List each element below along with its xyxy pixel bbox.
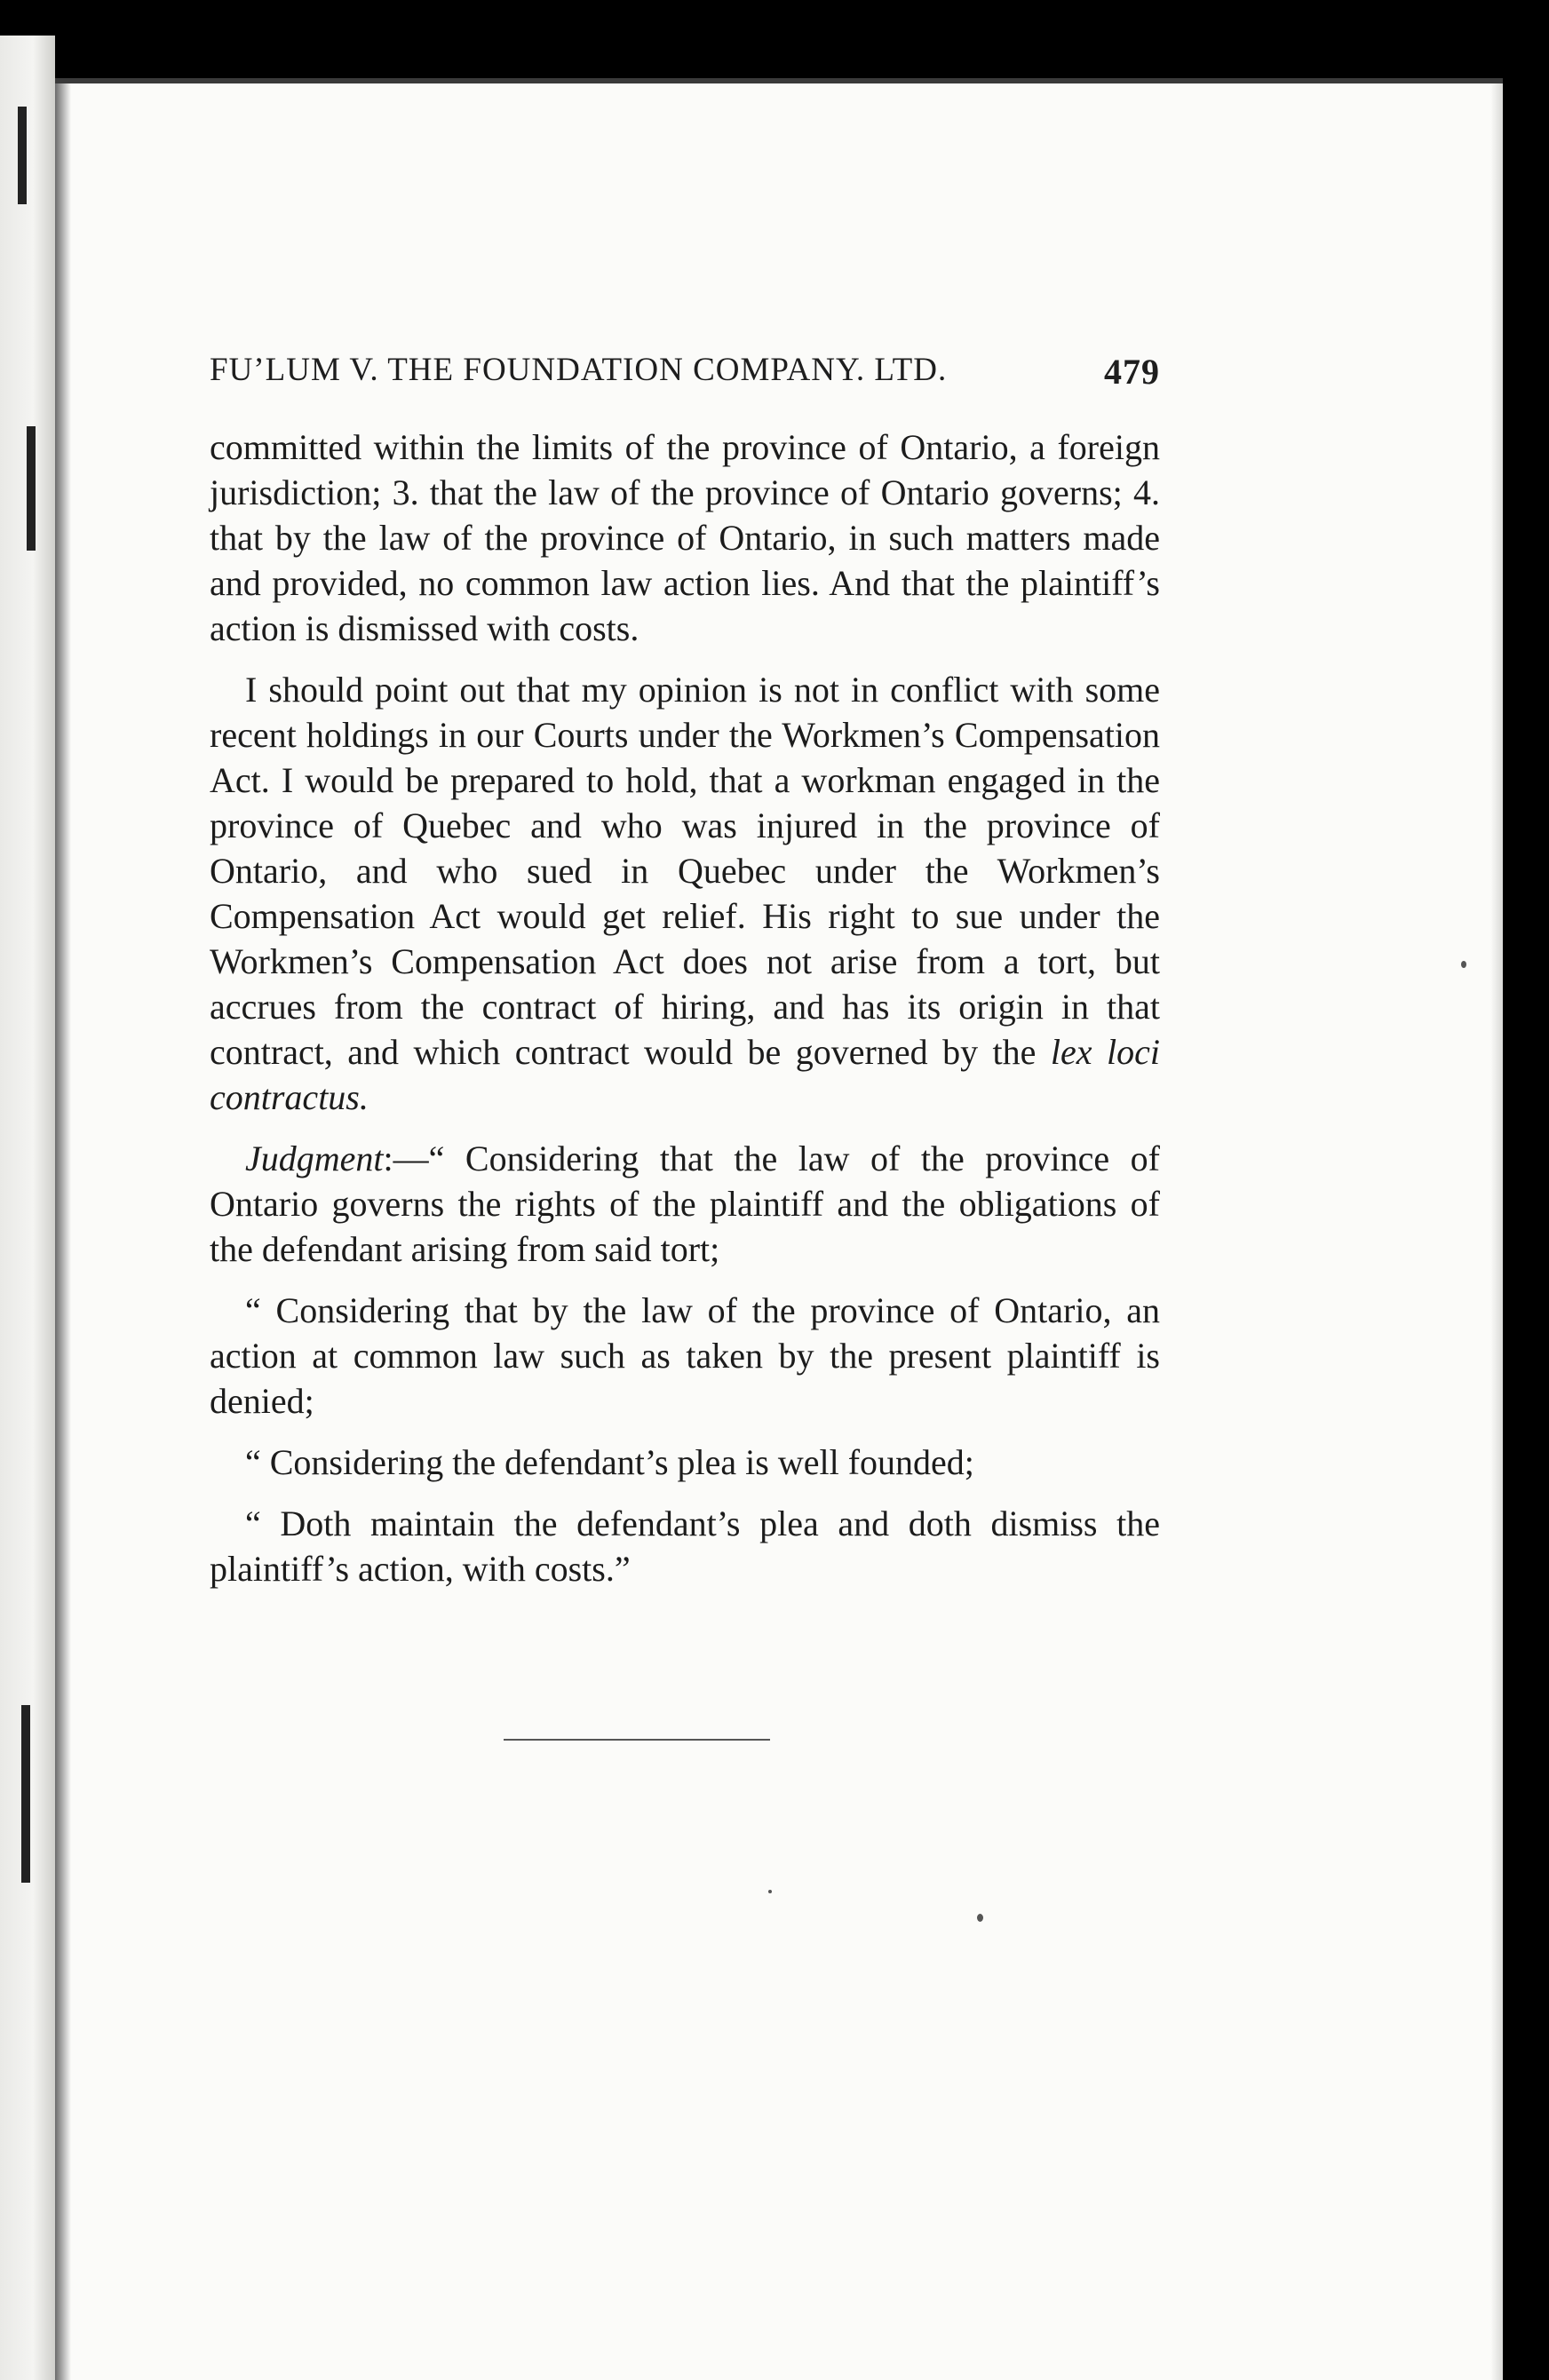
print-speck bbox=[1461, 961, 1466, 968]
paragraph-text: “ Considering that by the law of the province of Ontario, an action at common law such as taken by the present plaintiff is denied; bbox=[210, 1290, 1160, 1421]
page-edge bbox=[1490, 83, 1503, 2380]
body-text bbox=[210, 424, 1160, 1607]
paragraph-1 bbox=[210, 424, 1160, 651]
paragraph-considering-2 bbox=[210, 1288, 1160, 1424]
paragraph-disposition bbox=[210, 1501, 1160, 1591]
print-speck bbox=[768, 1890, 772, 1893]
binding-shadow bbox=[27, 426, 36, 551]
binding-shadow bbox=[18, 107, 27, 204]
paragraph-text: “ Doth maintain the defendant’s plea and doth dismiss the plaintiff’s action, with costs.” bbox=[210, 1503, 1160, 1589]
paragraph-2 bbox=[210, 667, 1160, 1120]
paragraph-judgment bbox=[210, 1136, 1160, 1272]
page-number: 479 bbox=[1104, 352, 1160, 392]
latin-phrase: lex loci contractus. bbox=[210, 1032, 1160, 1117]
paragraph-considering-3 bbox=[210, 1440, 1160, 1485]
binding-shadow bbox=[21, 1705, 30, 1883]
print-speck bbox=[977, 1914, 983, 1922]
judgment-label: Judgment bbox=[245, 1138, 384, 1178]
paragraph-text: “ Considering the defendant’s plea is well founded; bbox=[245, 1442, 974, 1482]
page-gutter-shadow bbox=[55, 83, 71, 2380]
running-header bbox=[210, 351, 1160, 393]
running-title: FU’LUM V. THE FOUNDATION COMPANY. LTD. bbox=[210, 352, 948, 388]
paragraph-text: committed within the limits of the province of Ontario, a foreign jurisdiction; 3. that the law of the province of Ontario governs; 4. that by the law of the province of Ontario, in such matters made and provided, no common law action lies. And that the plaintiff’s action is dismissed with costs. bbox=[210, 427, 1160, 648]
paragraph-text: :—“ Considering that the law of the province of Ontario governs the rights of the plaintiff and the obligations of the defendant arising from said tort; bbox=[210, 1138, 1160, 1269]
facing-page-edge bbox=[0, 36, 55, 2380]
paragraph-text: I should point out that my opinion is not in conflict with some recent holdings in our Courts under the Workmen’s Compensation Act. I would be prepared to hold, that a workman engaged in the province of Quebec and who was injured in the province of Ontario, and who sued in Quebec under the Workmen’s Compensation Act would get relief. His right to sue under the Workmen’s Compensation Act does not arise from a tort, but accrues from the contract of hiring, and has its origin in that contract, and which contract would be governed by the bbox=[210, 670, 1160, 1072]
closing-rule bbox=[504, 1739, 770, 1741]
